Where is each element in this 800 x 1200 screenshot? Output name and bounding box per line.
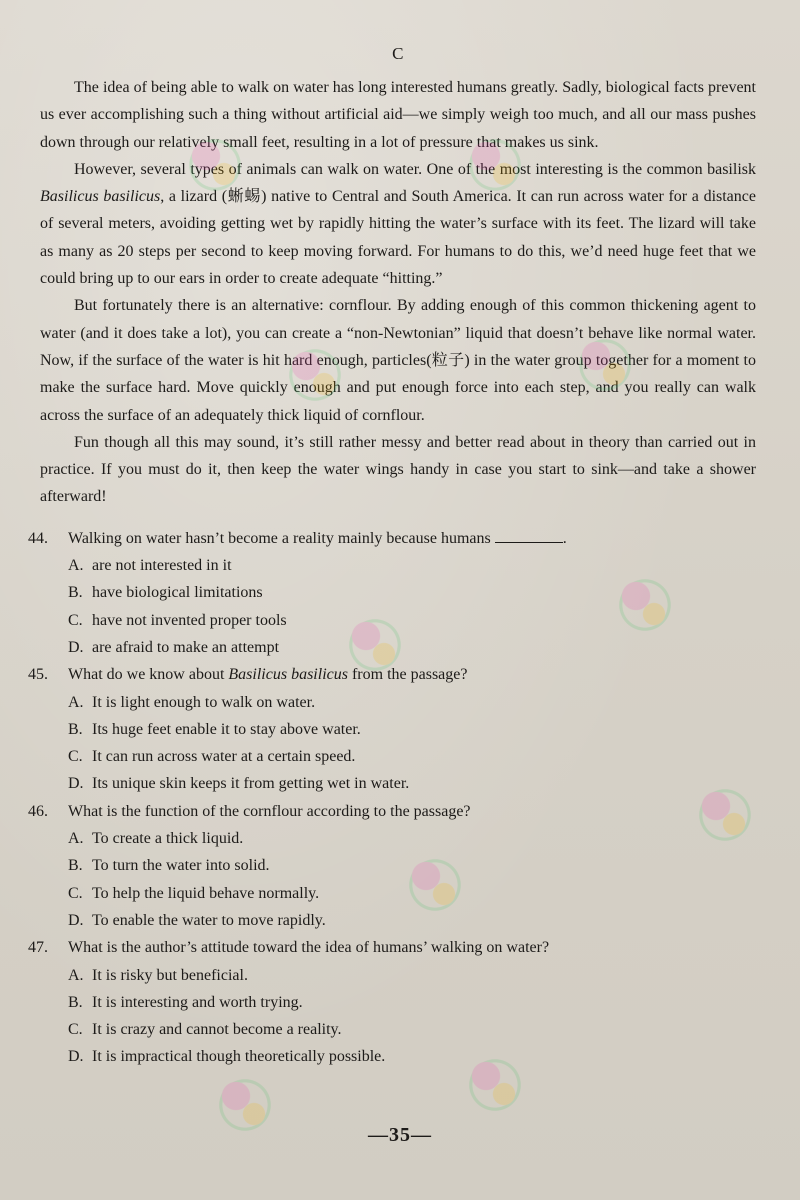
- paragraph-text: , a lizard (蜥蜴) native to Central and South America. It can run across water for a distance of several meters, avoiding getting wet by rapidly hitting the water’s surface with its feet. The lizard will take as many as 20 steps per second to keep moving forward. For humans to do this, we’d need huge feet that we could bring up to our ears in order to create adequate “hitting.”: [40, 188, 756, 288]
- option-a[interactable]: [40, 689, 756, 716]
- option-text: To turn the water into solid.: [92, 857, 270, 875]
- passage-paragraph-3: But fortunately there is an alternative: cornflour. By adding enough of this common thickening agent to water (and it does take a lot), you can create a “non-Newtonian” liquid that doesn’t behave like normal water. Now, if the surface of the water is hit hard enough, particles(粒子) in the water group together for a moment to make the surface hard. Move quickly enough and put enough force into each step, and you really can walk across the surface of an adequately thick liquid of cornflour.: [40, 297, 756, 424]
- question-text-end: from the passage?: [347, 666, 468, 684]
- passage-paragraph-1: The idea of being able to walk on water has long interested humans greatly. Sadly, biological facts prevent us ever accomplishing such a thing without artificial aid—we simply weigh too much, and all our mass pushes down through our relatively small feet, resulting in a lot of pressure that makes us sink.: [40, 79, 756, 151]
- option-text: Its unique skin keeps it from getting wet in water.: [92, 775, 410, 793]
- species-name: Basilicus basilicus: [228, 666, 348, 684]
- question-stem: [28, 661, 756, 688]
- question-46: [28, 798, 756, 934]
- option-text: It can run across water at a certain speed.: [92, 748, 356, 766]
- option-text: It is risky but beneficial.: [92, 966, 248, 984]
- question-list: [28, 525, 756, 1071]
- option-text: It is light enough to walk on water.: [92, 693, 316, 711]
- page-number: —35—: [368, 1124, 432, 1146]
- option-text: have not invented proper tools: [92, 611, 287, 629]
- option-c[interactable]: [40, 743, 756, 770]
- option-d[interactable]: [40, 1043, 756, 1070]
- option-letter: A.: [68, 830, 84, 848]
- option-b[interactable]: [40, 852, 756, 879]
- option-text: To help the liquid behave normally.: [92, 884, 320, 902]
- option-text: To enable the water to move rapidly.: [92, 911, 326, 929]
- option-a[interactable]: [40, 552, 756, 579]
- option-text: To create a thick liquid.: [92, 830, 244, 848]
- option-text: have biological limitations: [92, 584, 263, 602]
- section-heading: C: [392, 44, 404, 63]
- option-a[interactable]: [40, 825, 756, 852]
- question-number: 47.: [28, 939, 48, 957]
- option-letter: A.: [68, 966, 84, 984]
- question-stem: [28, 934, 756, 961]
- option-text: are not interested in it: [92, 557, 232, 575]
- option-text: It is crazy and cannot become a reality.: [92, 1021, 342, 1039]
- option-letter: B.: [68, 720, 83, 738]
- option-letter: A.: [68, 693, 84, 711]
- option-text: Its huge feet enable it to stay above water.: [92, 720, 361, 738]
- question-text: What do we know about: [68, 666, 229, 684]
- option-b[interactable]: [40, 989, 756, 1016]
- option-letter: B.: [68, 857, 83, 875]
- option-letter: C.: [68, 611, 83, 629]
- option-d[interactable]: [40, 907, 756, 934]
- question-text: Walking on water hasn’t become a reality mainly because humans: [68, 529, 495, 547]
- option-c[interactable]: [40, 880, 756, 907]
- option-c[interactable]: [40, 1016, 756, 1043]
- option-text: It is interesting and worth trying.: [92, 993, 303, 1011]
- species-name: Basilicus basilicus: [40, 188, 161, 206]
- option-letter: D.: [68, 638, 84, 656]
- option-c[interactable]: [40, 607, 756, 634]
- question-number: 45.: [28, 666, 48, 684]
- option-d[interactable]: [40, 770, 756, 797]
- option-letter: D.: [68, 1048, 84, 1066]
- question-stem: [28, 525, 756, 552]
- passage-paragraph-4: Fun though all this may sound, it’s still rather messy and better read about in theory than carried out in practice. If you must do it, then keep the water wings handy in case you start to sink—and take a shower afterward!: [40, 433, 756, 506]
- option-letter: D.: [68, 911, 84, 929]
- question-47: [28, 934, 756, 1070]
- question-text: What is the function of the cornflour according to the passage?: [68, 802, 471, 820]
- option-letter: B.: [68, 993, 83, 1011]
- passage: [40, 74, 756, 511]
- option-letter: C.: [68, 1021, 83, 1039]
- question-44: [28, 525, 756, 661]
- option-b[interactable]: [40, 579, 756, 606]
- paragraph-text: However, several types of animals can walk on water. One of the most interesting is the common basilisk: [74, 160, 756, 178]
- answer-blank[interactable]: [495, 527, 563, 543]
- option-letter: C.: [68, 884, 83, 902]
- question-text-end: .: [562, 529, 567, 547]
- passage-paragraph-2: [40, 156, 756, 292]
- question-45: [28, 661, 756, 797]
- option-letter: C.: [68, 748, 83, 766]
- question-number: 46.: [28, 802, 48, 820]
- option-text: are afraid to make an attempt: [92, 638, 280, 656]
- question-stem: [28, 798, 756, 825]
- option-d[interactable]: [40, 634, 756, 661]
- option-text: It is impractical though theoretically possible.: [92, 1048, 386, 1066]
- option-letter: B.: [68, 584, 83, 602]
- question-number: 44.: [28, 529, 48, 547]
- option-letter: A.: [68, 557, 84, 575]
- option-b[interactable]: [40, 716, 756, 743]
- option-letter: D.: [68, 775, 84, 793]
- question-text: What is the author’s attitude toward the idea of humans’ walking on water?: [68, 939, 550, 957]
- option-a[interactable]: [40, 962, 756, 989]
